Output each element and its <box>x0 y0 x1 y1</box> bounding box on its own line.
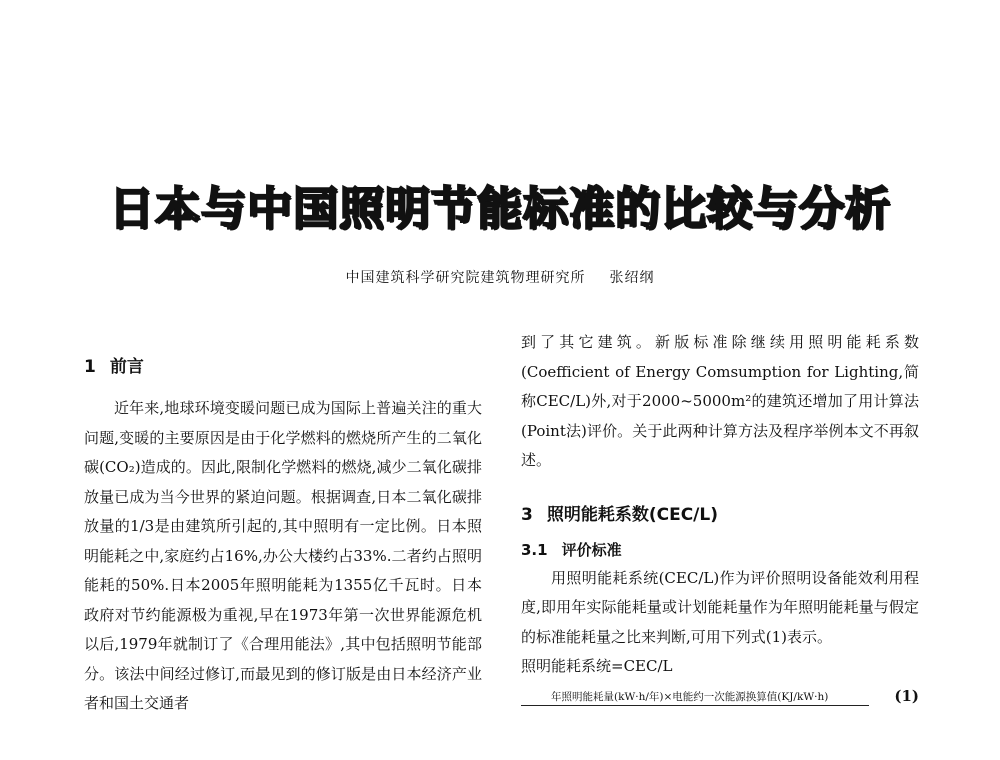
formula-1 <box>521 683 919 711</box>
author-line <box>0 267 1000 287</box>
fraction-bar <box>521 705 869 706</box>
formula-numerator: 年照明能耗量(kW·h/年)×电能约一次能源换算值(KJ/kW·h) <box>551 691 829 703</box>
section-3-title: 照明能耗系数(CEC/L) <box>546 504 718 525</box>
section-3-heading <box>521 500 919 525</box>
formula-label: 照明能耗系统=CEC/L <box>521 657 673 675</box>
subsection-3-1-title: 评价标准 <box>561 540 622 559</box>
left-column <box>84 328 482 719</box>
section-3-number: 3 <box>521 504 533 525</box>
section-1-heading <box>84 352 482 377</box>
intro-paragraph: 近年来,地球环境变暖问题已成为国际上普遍关注的重大问题,变暖的主要原因是由于化学燃料的燃烧所产生的二氧化碳(CO₂)造成的。因此,限制化学燃料的燃烧,减少二氧化碳排放量已成为当今世界的紧迫问题。根据调查,日本二氧化碳排放量的1/3是由建筑所引起的,其中照明有一定比例。日本照明能耗之中,家庭约占16%,办公大楼约占33%.二者约占照明能耗的50%.日本2005年照明能耗为1355亿千瓦时。日本政府对节约能源极为重视,早在1973年第一次世界能源危机以后,1979年就制订了《合理用能法》,其中包括照明节能部分。该法中间经过修订,而最见到的修订版是由日本经济产业者和国土交通者 <box>84 399 482 712</box>
section-1-number: 1 <box>84 357 96 377</box>
author-affiliation: 中国建筑科学研究院建筑物理研究所 <box>345 270 586 286</box>
right-column <box>521 328 919 711</box>
formula-number: (1) <box>894 687 919 705</box>
subsection-3-1-heading <box>521 539 919 560</box>
subsection-3-1-number: 3.1 <box>521 540 548 559</box>
section-1-title: 前言 <box>109 357 144 377</box>
paper-title: 日本与中国照明节能标准的比较与分析 <box>108 182 891 235</box>
continued-paragraph: 到了其它建筑。新版标准除继续用照明能耗系数(Coefficient of Energy Comsumption for Lighting,简称CEC/L)外,对于2000~5000m²的建筑还增加了用计算法(Point法)评价。关于此两种计算方法及程序举例本文不再叙述。 <box>521 333 919 469</box>
evaluation-paragraph: 用照明能耗系统(CEC/L)作为评价照明设备能效利用程度,即用年实际能耗量或计划能耗量作为年照明能耗量与假定的标准能耗量之比来判断,可用下列式(1)表示。 <box>521 568 919 646</box>
author-name: 张绍纲 <box>609 270 655 286</box>
